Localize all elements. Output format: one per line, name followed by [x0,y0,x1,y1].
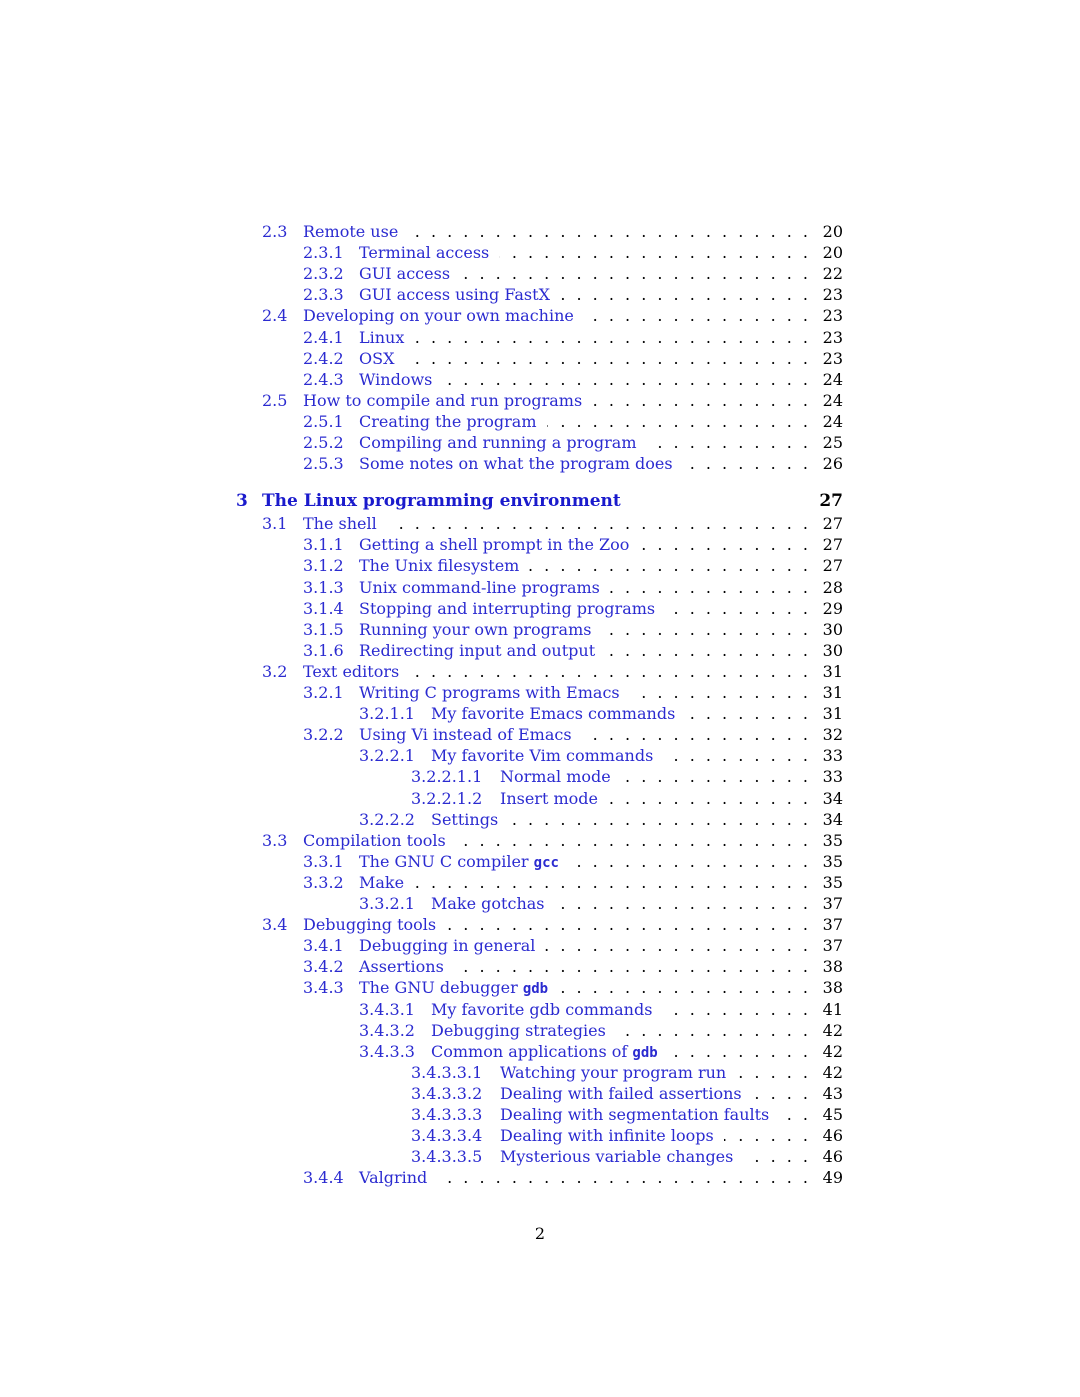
toc-entry-page: 32 [822,725,843,745]
toc-leader-dots [456,830,808,851]
toc-entry-page: 37 [822,936,843,956]
toc-entry-title-text: The Unix filesystem [359,556,520,576]
toc-entry-title [262,491,621,512]
toc-entry-title-text: Text editors [303,661,400,681]
toc-leader-dots [408,221,808,242]
toc-entry-title [359,577,600,598]
toc-entry-page: 24 [822,369,843,389]
toc-leader-dots [621,766,808,787]
toc-entry-title-text: How to compile and run programs [303,390,583,410]
toc-entry-page: 41 [822,999,843,1019]
toc-entry-title [500,788,598,809]
toc-entry[interactable] [0,914,1080,935]
toc-entry-title-text: Using Vi instead of Emacs [359,725,572,745]
toc-entry-number: 3.2.1 [303,683,344,702]
toc-entry-title [500,1083,742,1104]
toc-entry-number: 3.1.3 [303,577,344,597]
toc-entry-number: 3.2.2.1.1 [411,767,483,787]
toc-entry-number: 2.4 [262,306,288,326]
toc-entry-title-text: Compiling and running a program [359,433,637,452]
toc-entry-page: 22 [822,264,843,284]
toc-entry-title [359,640,595,661]
toc-entry[interactable] [0,1125,1080,1146]
toc-entry-number: 3.4.3.3.3 [411,1105,483,1124]
toc-entry-title [359,411,537,432]
toc-entry[interactable] [0,305,1080,326]
toc-leader-dots [569,851,808,872]
toc-entry[interactable] [0,555,1080,576]
page-number: 2 [534,1224,546,1243]
toc-entry-number: 3.1 [262,514,288,534]
toc-entry-page: 35 [822,851,843,871]
toc-entry-number: 3.1.5 [303,619,344,639]
toc-entry-title [359,263,450,284]
toc-entry-page: 24 [822,411,843,431]
toc-entry-number: 2.5.3 [303,454,344,474]
toc-entry-title-text: Make [359,872,405,892]
toc-entry[interactable] [0,284,1080,305]
toc-leader-dots [414,872,808,893]
toc-entry[interactable] [0,411,1080,432]
toc-entry-title-text: Debugging tools [303,915,437,935]
toc-entry-title-text: Assertions [359,957,444,977]
toc-leader-dots [404,348,808,369]
toc-entry-page: 24 [822,390,843,410]
toc-entry-number: 3.3.2 [303,872,344,892]
toc-entry[interactable] [0,432,1080,453]
toc-entry-number: 3.4.2 [303,957,344,977]
toc-leader-dots [437,1167,808,1188]
toc-leader-dots [442,369,808,390]
toc-entry-number: 3.2.2.2 [359,809,415,829]
toc-entry[interactable] [0,1167,1080,1188]
toc-entry-number: 2.3 [262,222,288,241]
toc-leader-dots [582,724,808,745]
toc-leader-dots [508,809,808,830]
toc-entry-number: 3.1.1 [303,535,344,555]
toc-entry-page: 26 [822,454,843,474]
toc-entry[interactable] [0,851,1080,872]
toc-entry-title-text: Insert mode [500,788,598,808]
toc-entry-number: 3.4.3.3 [359,1041,415,1061]
toc-entry[interactable] [0,745,1080,766]
toc-entry-title [359,327,404,348]
toc-entry-title [359,242,489,263]
toc-entry-title-text: The Linux programming environment [262,491,621,512]
toc-entry[interactable] [0,369,1080,390]
toc-entry-page: 30 [822,619,843,639]
toc-entry-title [359,872,404,893]
toc-leader-dots [409,661,808,682]
toc-leader-dots [555,893,809,914]
toc-entry-number: 3.4.3.3.4 [411,1126,483,1146]
toc-entry-page: 46 [822,1147,843,1167]
toc-entry-number: 2.3.2 [303,264,344,284]
toc-leader-dots [558,977,808,998]
toc-entry-title-text: Debugging strategies [431,1020,606,1040]
toc-entry-page: 30 [822,640,843,660]
toc-entry-title [303,914,436,935]
toc-entry[interactable] [0,682,1080,703]
toc-entry-page: 27 [822,514,843,534]
toc-entry-page: 37 [822,894,843,913]
toc-entry-page: 33 [822,767,843,787]
toc-entry-page: 34 [822,809,843,829]
toc-entry-title-text: Writing C programs with Emacs [359,683,620,702]
toc-entry-title [500,1062,726,1083]
toc-entry-page: 42 [822,1062,843,1082]
toc-leader-dots [630,682,808,703]
toc-entry-title-text: Dealing with infinite loops [500,1126,714,1146]
toc-entry-title-text: GUI access [359,264,451,284]
toc-entry-page: 37 [822,915,843,935]
toc-entry-number: 3 [236,491,248,512]
toc-entry[interactable] [0,872,1080,893]
toc-entry-code: gdb [632,1044,658,1061]
toc-entry-page: 31 [822,704,843,724]
toc-entry[interactable] [0,242,1080,263]
toc-entry-title [359,1167,427,1188]
toc-entry[interactable] [0,935,1080,956]
toc-entry[interactable] [0,809,1080,830]
toc-leader-dots [529,555,808,576]
toc-entry[interactable] [0,661,1080,682]
toc-entry-number: 3.4.3.3.1 [411,1062,483,1082]
toc-entry-title [359,619,591,640]
toc-entry-title [359,935,535,956]
toc-entry[interactable] [0,390,1080,411]
toc-entry-page: 29 [822,598,843,618]
toc-leader-dots [592,390,808,411]
toc-entry-number: 3.3.1 [303,851,344,871]
toc-leader-dots [387,513,808,534]
toc-entry-title-text: My favorite Emacs commands [431,704,676,724]
toc-entry[interactable] [0,999,1080,1020]
toc-entry[interactable] [0,1146,1080,1167]
toc-leader-dots [545,935,808,956]
toc-entry-page: 43 [822,1083,843,1103]
toc-entry-title [359,977,548,1000]
toc-entry-number: 2.4.1 [303,327,344,347]
toc-entry-title [303,221,398,242]
toc-entry-title-text: My favorite Vim commands [431,746,654,766]
toc-entry-title [431,999,652,1020]
toc-entry-title-text: Developing on your own machine [303,306,574,326]
toc-entry-number: 2.5 [262,390,288,410]
toc-entry[interactable] [0,577,1080,598]
toc-entry-title-text: Redirecting input and output [359,640,596,660]
toc-entry[interactable] [0,893,1080,914]
toc-entry[interactable] [0,788,1080,809]
toc-entry-number: 3.1.6 [303,640,344,660]
toc-entry-title-text: The GNU C compiler [359,851,534,871]
toc-entry-page: 25 [822,433,843,452]
toc-entry-page: 27 [822,535,843,555]
toc-entry-page: 34 [822,788,843,808]
toc-entry-title [303,830,446,851]
toc-entry-number: 3.4.3 [303,978,344,998]
toc-entry-page: 42 [822,1041,843,1061]
toc-entry[interactable] [0,766,1080,787]
toc-leader-dots [446,914,808,935]
toc-entry[interactable] [0,327,1080,348]
toc-entry-title-text: Settings [431,809,499,829]
toc-entry-title [500,766,611,787]
toc-entry-page: 38 [822,957,843,977]
toc-leader-dots [414,327,808,348]
toc-entry-page: 27 [819,491,843,512]
toc-entry-page: 35 [822,872,843,892]
toc-entry[interactable] [0,977,1080,998]
toc-entry-title [359,348,394,369]
toc-leader-dots [499,242,808,263]
toc-entry-number: 3.2.2 [303,725,344,745]
toc-entry-number: 2.3.3 [303,285,344,305]
toc-entry-title [431,703,675,724]
toc-entry[interactable] [0,703,1080,724]
toc-entry-title-text: Debugging in general [359,936,536,956]
toc-entry-number: 3.4.1 [303,936,344,956]
toc-entry-page: 45 [822,1105,843,1124]
toc-entry-title-text: Dealing with segmentation faults [500,1105,770,1124]
toc-entry-title [431,809,498,830]
toc-entry-title [359,851,559,874]
toc-entry[interactable] [0,598,1080,619]
toc-entry-number: 3.4.3.1 [359,999,415,1019]
toc-entry-page: 20 [822,243,843,263]
toc-entry-number: 2.3.1 [303,243,344,263]
toc-entry-page: 23 [822,285,843,305]
toc-entry-title-text: GUI access using FastX [359,285,550,305]
toc-entry-title [431,1041,658,1064]
toc-entry-title [303,661,399,682]
toc-entry-page: 38 [822,978,843,998]
toc-entry-title [359,598,655,619]
toc-entry-title-text: The GNU debugger [359,978,523,998]
toc-entry[interactable] [0,221,1080,242]
toc-leader-dots [560,284,808,305]
toc-entry-number: 3.2.2.1 [359,746,415,766]
toc-entry-number: 3.2.2.1.2 [411,788,483,808]
toc-leader-dots [605,640,808,661]
toc-entry-title [500,1104,769,1125]
toc-entry-number: 2.4.2 [303,348,344,368]
toc-entry-title [359,534,629,555]
toc-entry-title-text: Creating the program [359,411,537,431]
toc-entry-page: 23 [822,327,843,347]
toc-entry-title-text: Normal mode [500,767,611,787]
toc-entry-title-text: Stopping and interrupting programs [359,598,656,618]
toc-entry-title [431,745,653,766]
toc-leader-dots [608,788,808,809]
toc-entry-number: 3.3 [262,830,288,850]
toc-entry-number: 3.1.2 [303,556,344,576]
toc-entry-page: 27 [822,556,843,576]
toc-entry-number: 3.1.4 [303,598,344,618]
toc-entry-number: 3.2 [262,661,288,681]
toc-entry-title [359,453,673,474]
toc-leader-dots [610,577,808,598]
toc-entry-title-text: Mysterious variable changes [500,1147,734,1167]
toc-entry-code: gcc [533,854,559,871]
toc-entry-title-text: Linux [359,327,405,347]
toc-entry-number: 3.2.1.1 [359,704,415,724]
toc-entry-title-text: The shell [303,514,377,534]
toc-entry[interactable] [0,513,1080,534]
toc-leader-dots [601,619,808,640]
toc-entry[interactable] [0,1020,1080,1041]
toc-entry[interactable] [0,830,1080,851]
toc-entry-number: 3.4.4 [303,1168,344,1188]
toc-entry-page: 28 [822,577,843,597]
toc-entry-title [359,432,637,453]
toc-entry-title [500,1125,714,1146]
toc-entry-title-text: Running your own programs [359,619,592,639]
toc-entry[interactable] [0,348,1080,369]
toc-entry-title [431,1020,606,1041]
toc-entry-number: 2.5.2 [303,433,344,452]
toc-entry-title [359,682,620,703]
toc-entry-title [303,513,377,534]
toc-entry-title-text: Make gotchas [431,894,545,913]
toc-entry-page: 20 [822,222,843,241]
toc-entry[interactable] [0,724,1080,745]
toc-entry-title [359,555,519,576]
toc-entry-page: 49 [822,1168,843,1188]
toc-entry-title-text: Windows [359,369,433,389]
toc-entry[interactable] [0,1041,1080,1062]
toc-entry-number: 3.3.2.1 [359,894,415,913]
toc-entry-page: 46 [822,1126,843,1146]
toc-entry-title-text: Watching your program run [500,1062,727,1082]
toc-entry-title-text: Dealing with failed assertions [500,1083,742,1103]
toc-entry-number: 3.4 [262,915,288,935]
toc-leader-dots [547,411,809,432]
toc-entry[interactable] [0,453,1080,474]
toc-leader-dots [460,263,808,284]
toc-entry-title-text: Unix command-line programs [359,577,600,597]
toc-entry-number: 3.4.3.3.5 [411,1147,483,1167]
toc-entry[interactable] [0,1083,1080,1104]
toc-entry[interactable] [0,263,1080,284]
toc-entry-title [303,305,574,326]
toc-entry-title-text: Terminal access [359,243,490,263]
toc-entry-page: 31 [822,661,843,681]
toc-entry-number: 3.4.3.2 [359,1020,415,1040]
toc-entry-page: 31 [822,683,843,702]
toc-entry-title-text: My favorite gdb commands [431,999,653,1019]
toc-entry-title [359,956,444,977]
toc-entry-title-text: Common applications of [431,1041,633,1061]
toc-entry[interactable] [0,1104,1080,1125]
toc-leader-dots [584,305,808,326]
toc-entry[interactable] [0,956,1080,977]
toc-entry-page: 33 [822,746,843,766]
toc-entry-page: 35 [822,830,843,850]
toc-leader-dots [454,956,808,977]
toc-entry[interactable] [0,619,1080,640]
toc-entry-title-text: Getting a shell prompt in the Zoo [359,535,630,555]
toc-entry-number: 2.5.1 [303,411,344,431]
toc-entry[interactable] [0,534,1080,555]
toc-entry-title [359,284,550,305]
toc-entry-number: 3.4.3.3.2 [411,1083,483,1103]
toc-entry-title-text: Some notes on what the program does [359,454,673,474]
toc-entry-page: 42 [822,1020,843,1040]
toc-entry-page: 23 [822,306,843,326]
toc-leader-dots [616,1020,808,1041]
toc-entry[interactable] [0,1062,1080,1083]
toc-entry-title [500,1146,733,1167]
toc-entry-code: gdb [522,981,549,998]
toc-entry-title [359,369,432,390]
toc-entry-title [431,893,545,914]
toc-entry-number: 2.4.3 [303,369,344,389]
toc-entry[interactable] [0,640,1080,661]
toc-entry-title [359,724,572,745]
toc-entry-title-text: Compilation tools [303,830,446,850]
toc-entry-title [303,390,582,411]
toc-chapter-entry[interactable] [0,491,1080,512]
toc-entry-title-text: Remote use [303,222,399,241]
toc-entry-title-text: Valgrind [359,1168,428,1188]
toc-entry-page: 23 [822,348,843,368]
toc-entry-title-text: OSX [359,348,395,368]
